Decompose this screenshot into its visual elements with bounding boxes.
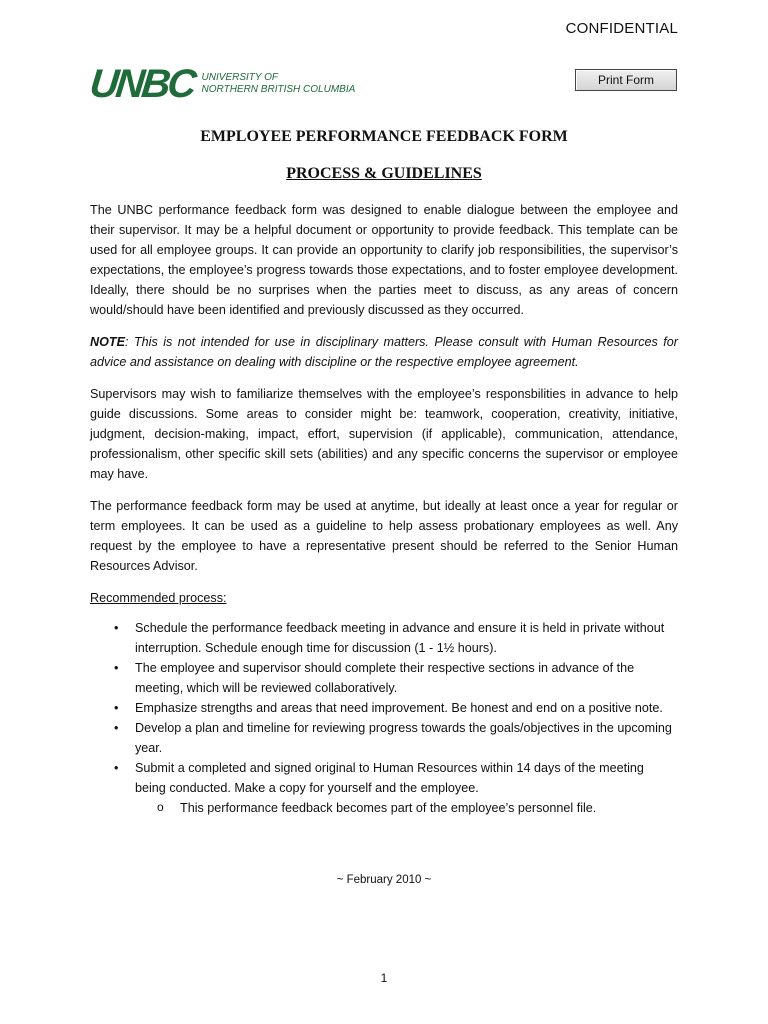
logo-mark: UNBC [87, 62, 196, 106]
document-body [90, 200, 678, 818]
intro-paragraph: The UNBC performance feedback form was designed to enable dialogue between the employee and their supervisor. It may be a helpful document or opportunity to provide feedback. This template can be used for all employee groups. It can provide an opportunity to clarify job responsibilities, the supervisor’s expectations, the employee’s progress towards those expectations, and to foster employee development. Ideally, there should be no surprises when the parties meet to discuss, as any areas of concern would/should have been identified and previously discussed as they occurred. [90, 203, 678, 317]
confidential-label: CONFIDENTIAL [565, 20, 678, 37]
print-form-button[interactable]: Print Form [575, 69, 677, 91]
process-list [90, 618, 678, 798]
note-text: : This is not intended for use in disciplinary matters. Please consult with Human Resources for advice and assistance on dealing with discipline or the respective employee agreement. [90, 335, 678, 369]
unbc-logo [87, 62, 356, 106]
recommended-process-heading: Recommended process: [90, 591, 227, 605]
note-paragraph [90, 332, 678, 372]
considerations-paragraph: Supervisors may wish to familiarize themselves with the employee’s responsbilities in advance to help guide discussions. Some areas to consider might be: teamwork, cooperation, creativity, initiative, judgment, decision-making, impact, effort, supervision (if applicable), communication, attendance, professionalism, other specific skill sets (abilities) and any specific concerns the supervisor or employee may have. [90, 387, 678, 481]
logo-line-1: UNIVERSITY OF [201, 72, 279, 83]
list-item: • Schedule the performance feedback meeting in advance and ensure it is held in private without interruption. Schedule enough time for discussion (1 - 1½ hours). [90, 618, 678, 658]
page-subtitle: PROCESS & GUIDELINES [286, 165, 482, 182]
list-item: • Emphasize strengths and areas that need improvement. Be honest and end on a positive note. [90, 698, 678, 718]
page-number: 1 [380, 971, 388, 985]
list-item: • Develop a plan and timeline for reviewing progress towards the goals/objectives in the upcoming year. [90, 718, 678, 758]
page-title: EMPLOYEE PERFORMANCE FEEDBACK FORM [200, 128, 568, 145]
usage-paragraph: The performance feedback form may be used at anytime, but ideally at least once a year for regular or term employees. It can be used as a guideline to help assess probationary employees as well. Any request by the employee to have a representative present should be referred to the Senior Human Resources Advisor. [90, 499, 678, 573]
list-item: • Submit a completed and signed original to Human Resources within 14 days of the meeting being conducted. Make a copy for yourself and the employee. [90, 758, 678, 798]
logo-text [202, 72, 356, 96]
list-item: • The employee and supervisor should complete their respective sections in advance of the meeting, which will be reviewed collaboratively. [90, 658, 678, 698]
note-label: NOTE [90, 335, 125, 349]
sub-list-item: o This performance feedback becomes part of the employee’s personnel file. [90, 798, 678, 818]
logo-line-2: NORTHERN BRITISH COLUMBIA [201, 84, 356, 95]
document-date: ~ February 2010 ~ [336, 874, 432, 886]
